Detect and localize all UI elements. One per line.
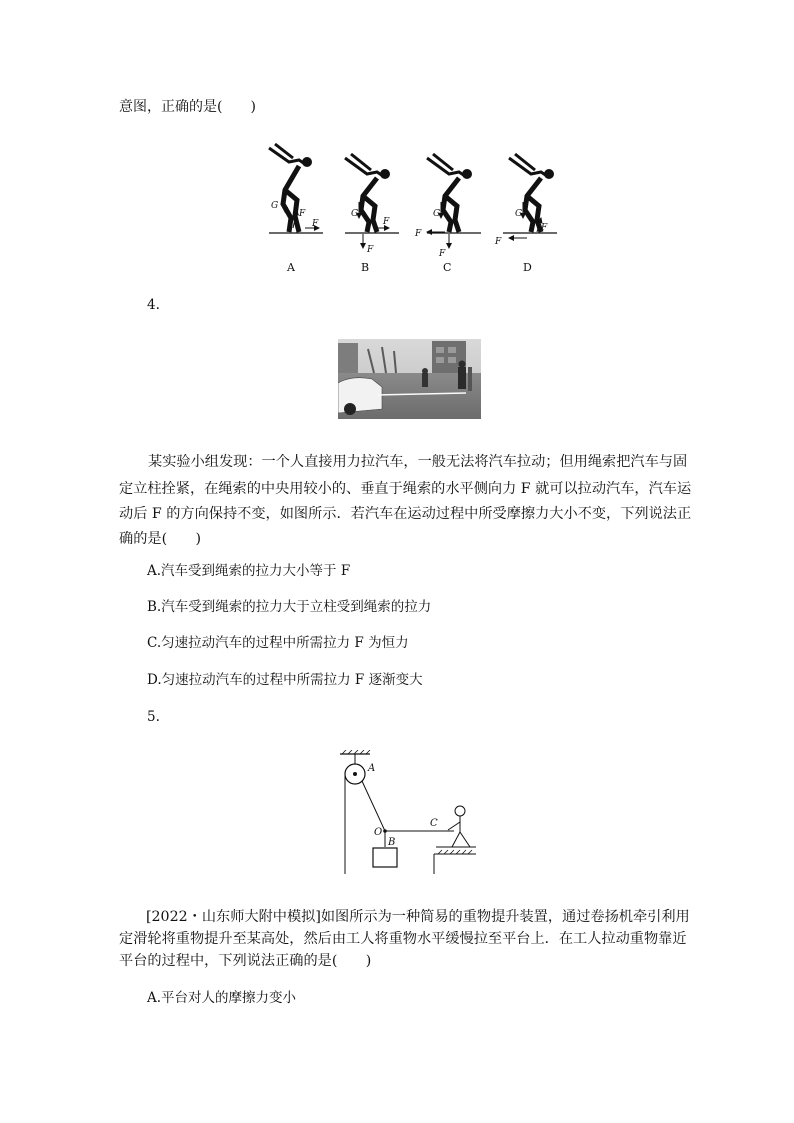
car-pulling-photo: [338, 339, 481, 419]
q4-option-d: D.匀速拉动汽车的过程中所需拉力 F 逐渐变大: [147, 672, 423, 688]
q5-stem-line-1: [2022・山东师大附中模拟]如图所示为一种简易的重物提升装置，通过卷扬机牵引利用: [146, 909, 690, 925]
label-ff-c: F: [415, 229, 422, 239]
label-fn-a: F: [299, 209, 306, 219]
q3-stem-tail: 意图，正确的是( ): [119, 99, 256, 115]
pulley-diagram: [336, 750, 486, 875]
option-letter-d: D: [523, 261, 532, 274]
label-g-a: G: [271, 201, 279, 211]
label-o: O: [374, 827, 383, 838]
q4-number: 4.: [147, 297, 160, 313]
label-a: A: [368, 763, 376, 774]
label-g-d: G: [515, 209, 523, 219]
diver-c: [427, 154, 481, 248]
label-ff-b: F: [383, 217, 390, 227]
option-letter-a: A: [287, 261, 295, 274]
label-c: C: [430, 818, 438, 829]
option-letter-c: C: [443, 261, 452, 274]
q4-stem-line-1: 某实验小组发现：一个人直接用力拉汽车，一般无法将汽车拉动；但用绳索把汽车与固: [148, 454, 688, 470]
option-letter-b: B: [361, 261, 370, 274]
q5-option-a: A.平台对人的摩擦力变小: [147, 990, 297, 1006]
q3-diver-figure: [255, 140, 575, 280]
label-fn-d: F: [541, 223, 548, 233]
q4-stem-line-3: 动后 F 的方向保持不变，如图所示．若汽车在运动过程中所受摩擦力大小不变，下列说法正: [119, 506, 692, 522]
q4-option-a: A.汽车受到绳索的拉力大小等于 F: [147, 563, 351, 579]
q5-stem-line-2: 定滑轮将重物提升至某高处，然后由工人将重物水平缓慢拉至平台上．在工人拉动重物靠近: [119, 931, 687, 947]
label-fn-c: F: [439, 249, 446, 259]
diver-b: [345, 154, 399, 248]
q4-stem-line-4: 确的是( ): [119, 531, 202, 547]
label-b: B: [388, 837, 396, 848]
q5-stem-line-3: 平台的过程中，下列说法正确的是( ): [119, 953, 372, 969]
label-g-c: G: [433, 209, 441, 219]
label-g-b: G: [351, 209, 359, 219]
diver-d: [503, 154, 557, 238]
weight-b: [373, 848, 397, 867]
label-fn-b: F: [367, 245, 374, 255]
q4-stem-line-2: 定立柱拴紧，在绳索的中央用较小的、垂直于绳索的水平侧向力 F 就可以拉动汽车，汽车运: [119, 481, 692, 497]
q5-number: 5.: [147, 709, 160, 725]
q4-option-c: C.匀速拉动汽车的过程中所需拉力 F 为恒力: [147, 635, 409, 651]
label-ff-a: F: [312, 219, 319, 229]
label-ff-d: F: [495, 237, 502, 247]
q4-option-b: B.汽车受到绳索的拉力大于立柱受到绳索的拉力: [147, 599, 432, 615]
